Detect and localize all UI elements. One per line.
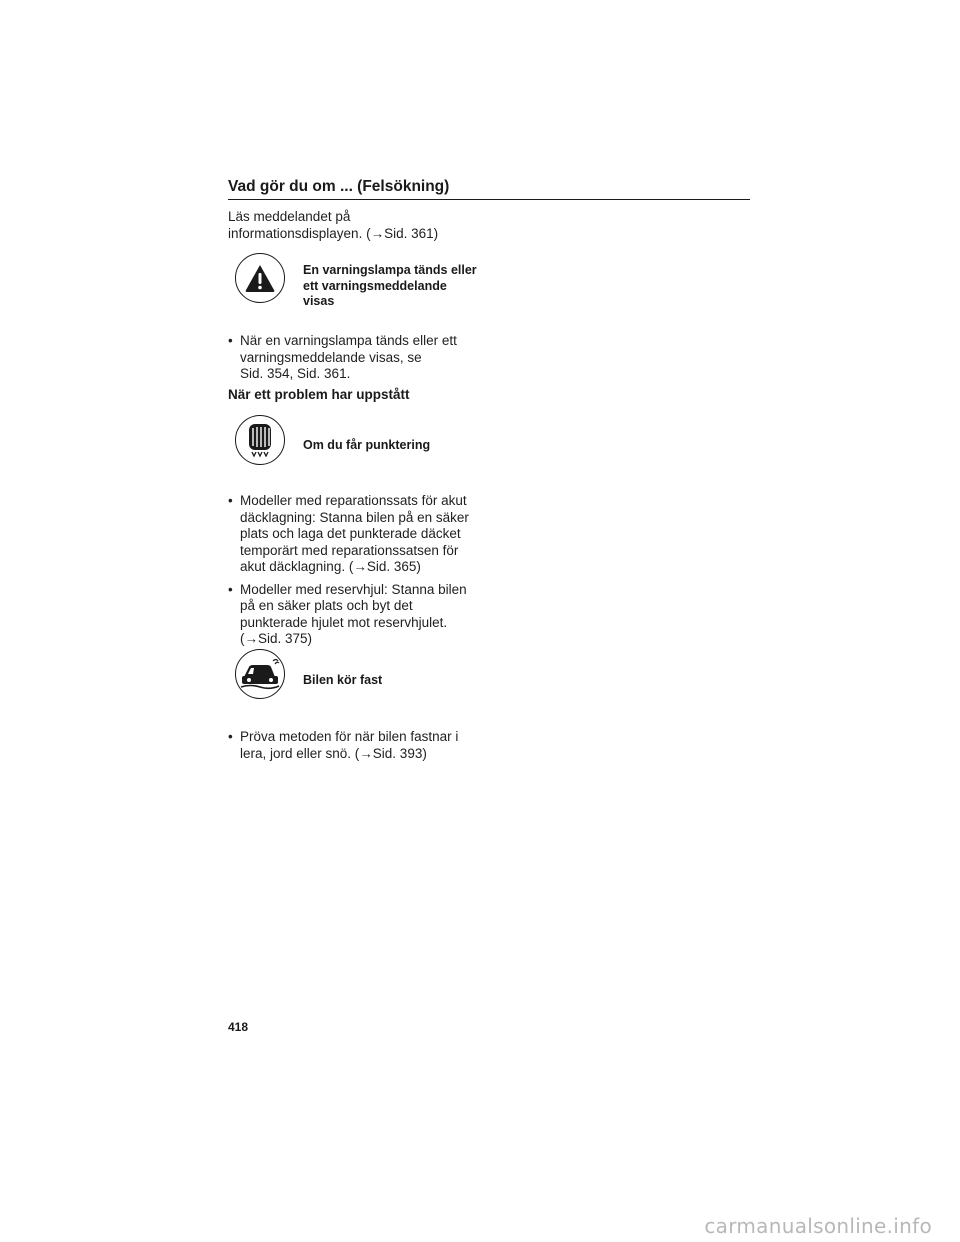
intro-text bbox=[228, 209, 488, 242]
intro-line-2: informationsdisplayen. (→Sid. 361) bbox=[228, 225, 439, 241]
bullet-line: punkterade hjulet mot reservhjulet. bbox=[240, 614, 448, 630]
bullet-line: temporärt med reparationssatsen för bbox=[240, 542, 459, 558]
bullet-line: • Modeller med reservhjul: Stanna bilen bbox=[240, 581, 467, 597]
warning-label-line: En varningslampa tänds eller bbox=[303, 263, 477, 277]
bullet-line: lera, jord eller snö. (→Sid. 393) bbox=[240, 745, 427, 761]
bullet-line: Sid. 354, Sid. 361. bbox=[240, 366, 351, 381]
flat-tire-label-line: Om du får punktering bbox=[303, 438, 431, 452]
bullet-line: däcklagning: Stanna bilen på en säker bbox=[240, 509, 469, 525]
car-stuck-bullets bbox=[228, 729, 478, 768]
bullet-line: • När en varningslampa tänds eller ett bbox=[240, 333, 457, 348]
list-item bbox=[228, 729, 478, 762]
watermark: carmanualsonline.info bbox=[704, 1214, 932, 1238]
car-stuck-icon bbox=[235, 649, 285, 699]
list-item bbox=[228, 333, 478, 383]
bullet-line: • Pröva metoden för när bilen fastnar i bbox=[240, 729, 459, 744]
bullet-line: på en säker plats och byt det bbox=[240, 598, 413, 613]
car-stuck-label bbox=[303, 673, 478, 689]
warning-bullets bbox=[228, 333, 478, 389]
section-header-title: Vad gör du om ... (Felsökning) bbox=[228, 178, 450, 195]
bullet-line: varningsmeddelande visas, se bbox=[240, 349, 422, 365]
list-item bbox=[228, 582, 478, 648]
bullet-line: • Modeller med reparationssats för akut bbox=[240, 493, 467, 508]
bullet-line: (→Sid. 375) bbox=[240, 631, 313, 646]
flat-tire-icon bbox=[235, 415, 285, 465]
warning-label bbox=[303, 263, 478, 310]
list-item bbox=[228, 493, 478, 576]
page-number: 418 bbox=[228, 1020, 249, 1034]
warning-label-line: visas bbox=[303, 294, 335, 308]
car-stuck-label-line: Bilen kör fast bbox=[303, 673, 383, 687]
warning-triangle-icon bbox=[235, 253, 285, 303]
header-divider bbox=[228, 199, 750, 200]
intro-line-1: Läs meddelandet på bbox=[228, 209, 351, 224]
bullet-line: plats och laga det punkterade däcket bbox=[240, 526, 461, 541]
section-subheading: När ett problem har uppstått bbox=[228, 387, 410, 402]
warning-label-line: ett varningsmeddelande bbox=[303, 278, 447, 293]
flat-tire-label bbox=[303, 438, 478, 454]
bullet-line: akut däcklagning. (→Sid. 365) bbox=[240, 559, 421, 574]
flat-tire-bullets bbox=[228, 493, 478, 654]
